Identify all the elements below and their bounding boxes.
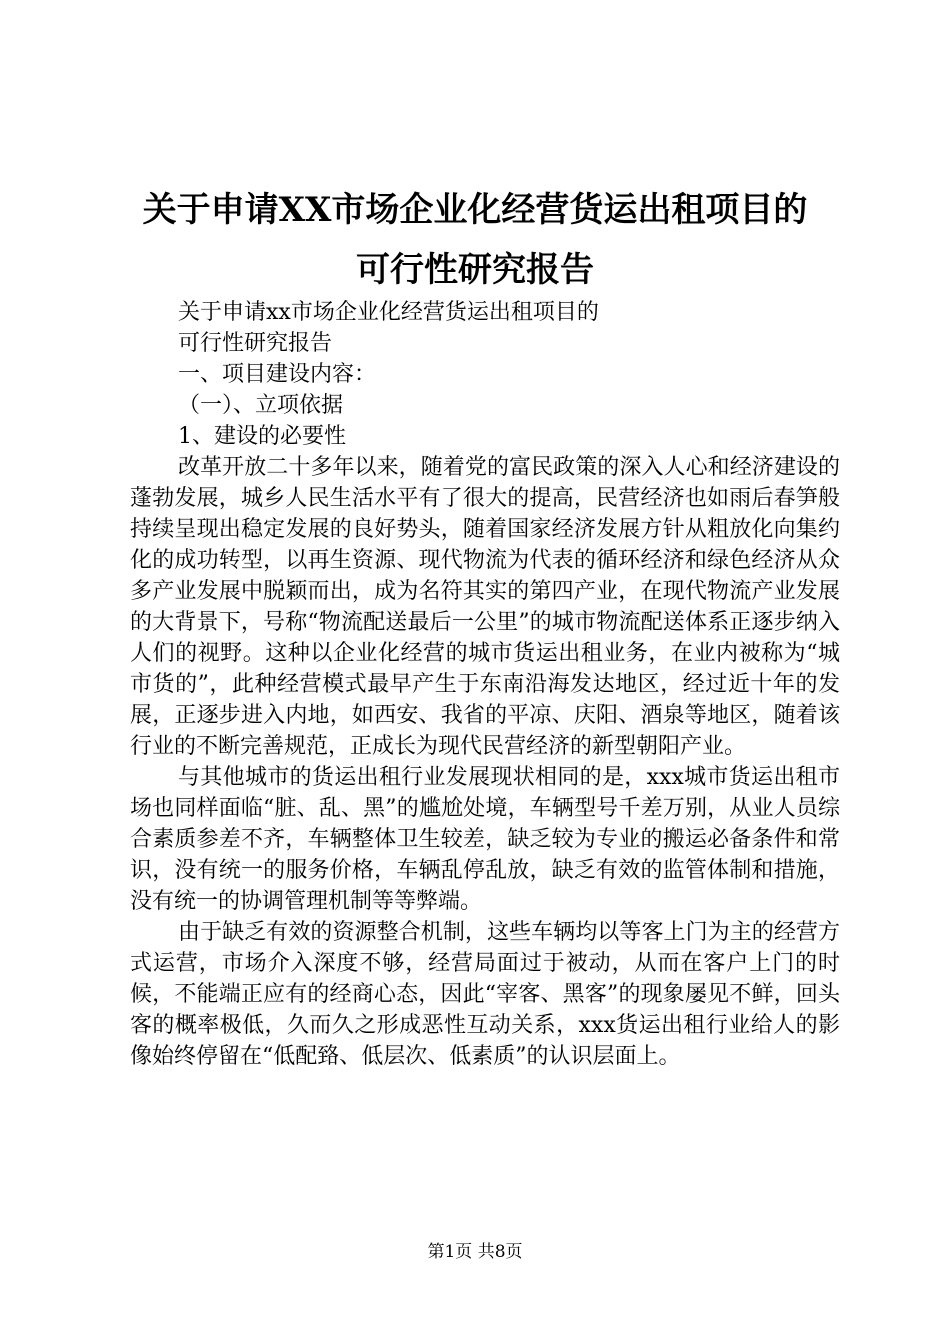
section-heading-1: 一、项目建设内容：	[178, 362, 377, 387]
document-title-line-1: 关于申请XX市场企业化经营货运出租项目的	[142, 190, 808, 230]
paragraph: 与其他城市的货运出租行业发展现状相同的是，xxx城市货运出租市场也同样面临“脏、乱、黑”的尴尬处境，车辆型号千差万别，从业人员综合素质参差不齐，车辆整体卫生较差，缺乏较为专业的搬运必备条件和常识，没有统一的服务价格，车辆乱停乱放，缺乏有效的监管体制和措施，没有统一的协调管理机制等等弊端。	[130, 765, 840, 914]
document-title-line-2: 可行性研究报告	[356, 250, 594, 290]
subsubsection-heading-1: 1、建设的必要性	[178, 424, 346, 449]
header-line-report-name: 可行性研究报告	[178, 331, 333, 356]
paragraph: 由于缺乏有效的资源整合机制，这些车辆均以等客上门为主的经营方式运营，市场介入深度不够，经营局面过于被动，从而在客户上门的时候，不能端正应有的经商心态，因此“宰客、黑客”的现象屡见不鲜，回头客的概率极低，久而久之形成恶性互动关系，xxx货运出租行业给人的影像始终停留在“低配臵、低层次、低素质”的认识层面上。	[130, 920, 840, 1069]
header-line-project-name: 关于申请xx市场企业化经营货运出租项目的	[178, 300, 599, 325]
paragraph: 改革开放二十多年以来，随着党的富民政策的深入人心和经济建设的蓬勃发展，城乡人民生活水平有了很大的提高，民营经济也如雨后春笋般持续呈现出稳定发展的良好势头，随着国家经济发展方针从粗放化向集约化的成功转型，以再生资源、现代物流为代表的循环经济和绿色经济从众多产业发展中脱颖而出，成为名符其实的第四产业，在现代物流产业发展的大背景下，号称“物流配送最后一公里”的城市物流配送体系正逐步纳入人们的视野。这种以企业化经营的城市货运出租业务，在业内被称为“城市货的”，此种经营模式最早产生于东南沿海发达地区，经过近十年的发展，正逐步进入内地，如西安、我省的平凉、庆阳、酒泉等地区，随着该行业的不断完善规范，正成长为现代民营经济的新型朝阳产业。	[130, 455, 840, 759]
page-footer: 第1页 共8页	[427, 1242, 523, 1262]
document-body	[130, 297, 840, 1072]
subsection-heading-1: （一）、立项依据	[178, 393, 344, 418]
